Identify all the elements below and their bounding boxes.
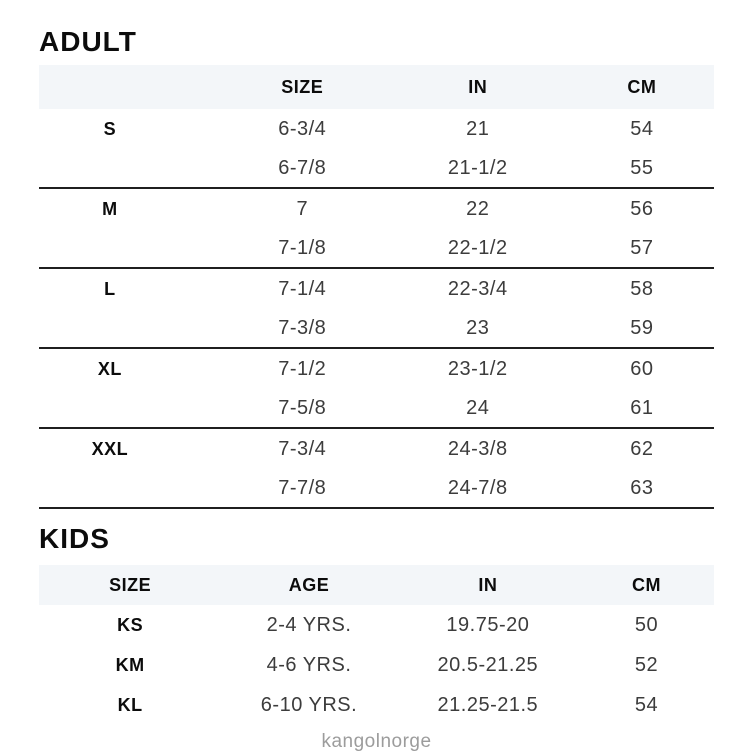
table-row [39,229,714,269]
table-row [39,469,714,509]
kids-header-cm: CM [632,574,661,595]
kids-table-header-row [39,565,714,605]
age-cell: 6-10 YRS. [260,693,358,716]
cm-cell: 56 [630,197,654,220]
brand-footer: kangolnorge [321,731,432,752]
cm-cell: 63 [630,476,654,499]
size-cell: 6-7/8 [278,156,327,179]
size-cell: 7-1/4 [278,277,327,300]
table-row [39,149,714,189]
adult-header-size: SIZE [281,76,324,97]
size-label-cell: KS [117,614,144,635]
adult-table-body [39,109,714,509]
cm-cell: 57 [630,236,654,259]
cm-cell: 52 [634,653,659,676]
size-label-cell: L [104,278,116,299]
table-row [39,109,714,149]
cm-cell: 54 [630,117,654,140]
adult-header-cm: CM [627,76,657,97]
kids-section [39,525,714,725]
size-label-cell: M [102,198,118,219]
cm-cell: 58 [630,277,654,300]
size-label-cell: XL [97,358,122,379]
cm-cell: 55 [630,156,654,179]
in-cell: 24 [466,396,490,419]
in-cell: 23 [466,316,490,339]
size-cell: 7-1/2 [278,357,327,380]
in-cell: 23-1/2 [447,357,508,380]
size-cell: 7-5/8 [278,396,327,419]
cm-cell: 60 [630,357,654,380]
size-label-cell: KL [117,694,143,715]
age-cell: 2-4 YRS. [266,613,352,636]
kids-header-size: SIZE [109,574,152,595]
size-cell: 6-3/4 [278,117,327,140]
size-cell: 7-3/4 [278,437,327,460]
cm-cell: 50 [634,613,659,636]
table-row [39,645,714,685]
table-row [39,429,714,469]
size-label-cell: S [103,118,117,139]
cm-cell: 54 [634,693,659,716]
adult-section [39,28,714,509]
in-cell: 22-3/4 [447,277,508,300]
table-row [39,389,714,429]
in-cell: 19.75-20 [446,613,530,636]
kids-header-age: AGE [288,574,330,595]
kids-header-in: IN [478,574,498,595]
adult-section-title: ADULT [39,26,137,57]
table-row [39,309,714,349]
cm-cell: 61 [630,396,654,419]
in-cell: 21-1/2 [447,156,508,179]
kids-section-title: KIDS [39,523,110,554]
size-cell: 7-1/8 [278,236,327,259]
cm-cell: 59 [630,316,654,339]
table-row [39,349,714,389]
in-cell: 22 [466,197,490,220]
in-cell: 20.5-21.25 [437,653,539,676]
size-label-cell: XXL [91,438,129,459]
size-cell: 7-3/8 [278,316,327,339]
size-cell: 7 [296,197,309,220]
table-row [39,685,714,725]
table-row [39,189,714,229]
age-cell: 4-6 YRS. [266,653,352,676]
adult-header-in: IN [468,76,488,97]
table-row [39,605,714,645]
cm-cell: 62 [630,437,654,460]
in-cell: 22-1/2 [447,236,508,259]
in-cell: 21.25-21.5 [437,693,539,716]
table-row [39,269,714,309]
in-cell: 21 [466,117,490,140]
adult-table-header-row [39,65,714,109]
in-cell: 24-3/8 [447,437,508,460]
kids-table-body [39,605,714,725]
size-label-cell: KM [115,654,145,675]
in-cell: 24-7/8 [447,476,508,499]
size-cell: 7-7/8 [278,476,327,499]
